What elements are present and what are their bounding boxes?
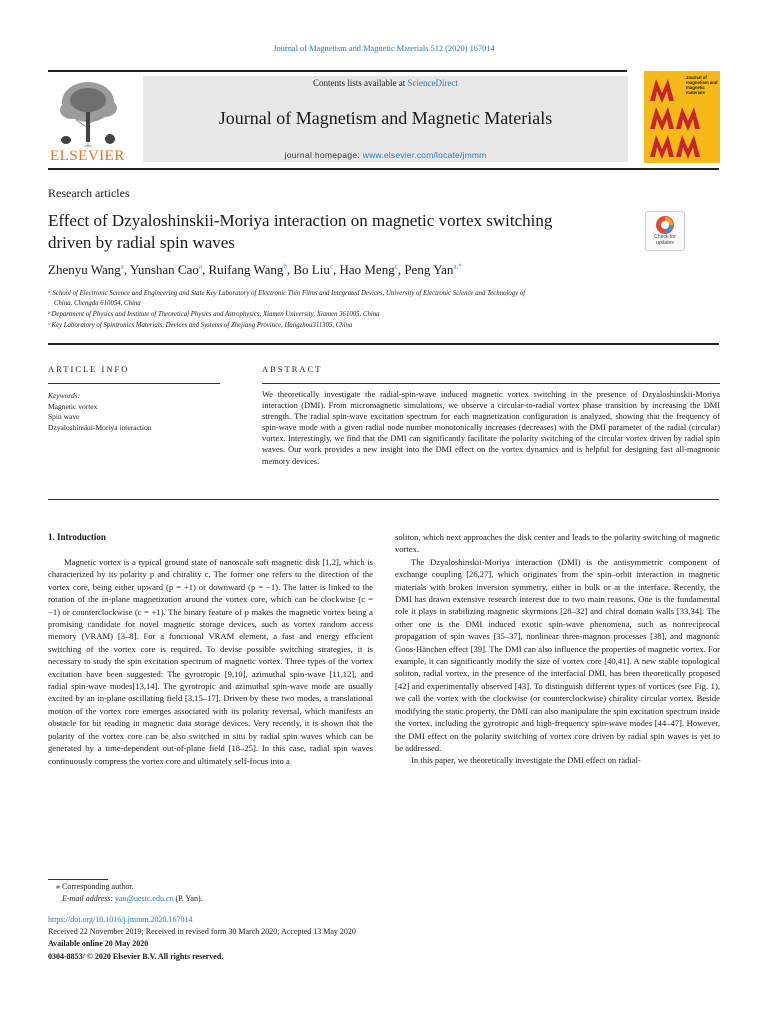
author-affiliation-marker[interactable]: b bbox=[283, 262, 287, 271]
footnote-rule bbox=[48, 879, 108, 880]
cover-title: Journal of magnetism and magnetic materials bbox=[686, 75, 718, 95]
affiliation-b: ᵇ Department of Physics and Institute of Theoretical Physics and Astrophysics, Xiamen University, Xiamen 361005, China bbox=[48, 311, 380, 318]
author[interactable]: Ruifang Wang bbox=[208, 262, 284, 277]
intro-paragraph: The Dzyaloshinskii-Moriya interaction (DMI) is the antisymmetric component of exchange coupling [26,27], which originates from the spin–orbit interaction in magnetic materials with broken inversion symmetry, either in bulk or at the interface. Recently, the DMI has drawn extensive research interest due to two main reasons. One is the fundamental role it plays in stabilizing magnetic skyrmions [28–32] and chiral domain walls [33,34]. The other one is the DMI induced exotic spin-wave phenomena, such as nonreciprocal propagation of spin waves [35–37], nonlinear three-magnon processes [38], and magnonic Goos-Hänchen effect [39]. The DMI can also influence the properties of magnetic vortex. For example, it can significantly modify the size of vortex core [40,41]. A new stable topological soliton, radial vortex, in the presence of the interfacial DMI, has been theoretically proposed [42] and experimentally observed [43]. To distinguish different types of vortices (see Fig. 1), we call the vortex with the clockwise (or counterclockwise) chirality circular vortex. Beside modifying the static property, the DMI can also manipulate the spin excitation spectrum inside the vortex, including the gyrotropic and high-frequency spin-wave modes [44–47]. However, the DMI effect on the polarity switching of vortex core driven by radial spin waves is yet to be addressed. bbox=[395, 556, 720, 753]
author-affiliation-marker[interactable]: a,* bbox=[453, 262, 462, 271]
affiliation-c: ᶜ Key Laboratory of Spintronics Materials, Devices and Systems of Zhejiang Province, Hangzhou311305, China bbox=[48, 322, 353, 329]
journal-title: Journal of Magnetism and Magnetic Materials bbox=[218, 108, 553, 128]
author[interactable]: Peng Yan bbox=[404, 262, 454, 277]
article-section: Research articles bbox=[48, 186, 130, 200]
abstract-text: We theoretically investigate the radial-spin-wave induced magnetic vortex switching in the presence of Dzyaloshinskii-Moriya interaction (DMI). From micromagnetic simulations, we observe a circular-to-radial vortex phase transition by increasing the DMI strength. The radial spin-wave excitation spectrum for each magnetization configuration is analyzed, showing that the frequency of spin-wave mode with a given radial node number monotonically increases (decreases) with the DMI parameter of the radial (circular) vortex. Interestingly, we find that the DMI can significantly facilitate the polarity switching of the circular vortex driven by radial spin waves. Our work provides a new insight into the DMI effect on the vortex dynamics and is helpful for designing fast all-magnonic memory devices. bbox=[262, 390, 720, 466]
intro-paragraph: Magnetic vortex is a typical ground state of nanoscale soft magnetic disk [1,2], which is characterized by its polarity p and chirality c. The former one refers to the direction of the vortex core, being either upward (p = +1) or downward (p = −1). The latter is linked to the rotation of the in-plane magnetization around the vortex core, which can be clockwise (c = −1) or counterclockwise (c = +1). The binary feature of p makes the magnetic vortex being a promising candidate for novel magnetic storage devices, such as vortex random access memory (VRAM) [3–8]. For a functional VRAM element, a fast and energy efficient switching of the vortex core is required. To devise possible switching strategies, it is necessary to study the spin excitation spectrum of magnetic vortex. Three types of the vortex excitation have been suggested: The gyrotropic [9,10], azimuthal spin-wave [11,12], and radial spin-wave modes[13,14]. The gyrotropic and azimuthal spin-wave mode are usually excited by an in-plane oscillating field [3,15–17]. Driven by these two modes, a translational motion of the vortex core emerges associated with its polarity reversal, which manifests an obstacle for bit reading in magnetic data storage devices. Very recently, it is shown that the polarity of the vortex core can be also switched in situ by radial spin waves which can be generated by a time-dependent out-of-plane field [18–25]. In this case, radial spin waves continuously compress the vortex core and ultimately self-focus into a bbox=[48, 557, 373, 766]
section-heading-introduction: 1. Introduction bbox=[48, 532, 106, 542]
abstract-heading: ABSTRACT bbox=[262, 364, 323, 374]
abstract-rule bbox=[262, 383, 720, 384]
left-column bbox=[48, 556, 373, 767]
right-column bbox=[395, 531, 720, 767]
author-affiliation-marker[interactable]: c bbox=[394, 262, 398, 271]
affiliation-a-cont: China, Chengdu 610054, China bbox=[54, 300, 141, 307]
crossmark-label: Check for updates bbox=[654, 234, 676, 246]
keywords-block bbox=[48, 391, 152, 433]
doi-link[interactable]: https://doi.org/10.1016/j.jmmm.2020.167014 bbox=[48, 915, 193, 924]
author-affiliation-marker[interactable]: a bbox=[198, 262, 202, 271]
check-for-updates-button[interactable] bbox=[645, 211, 685, 251]
sciencedirect-link[interactable]: ScienceDirect bbox=[407, 78, 458, 88]
available-online: Available online 20 May 2020 bbox=[48, 939, 149, 948]
journal-homepage: journal homepage: www.elsevier.com/locate/jmmm bbox=[284, 150, 487, 160]
keywords-label: Keywords: bbox=[48, 391, 81, 400]
elsevier-tree-logo bbox=[48, 76, 128, 148]
abstract-bottom-rule bbox=[48, 499, 719, 500]
article-info-rule bbox=[48, 383, 220, 384]
info-top-rule bbox=[48, 343, 719, 345]
author[interactable]: Yunshan Cao bbox=[129, 262, 199, 277]
top-rule bbox=[48, 70, 627, 72]
corresponding-author-note: ⁎ Corresponding author. bbox=[56, 882, 134, 891]
email-note: E-mail address: yan@uestc.edu.cn (P. Yan). bbox=[62, 894, 203, 903]
article-info-heading: ARTICLE INFO bbox=[48, 364, 130, 374]
author[interactable]: Zhenyu Wang bbox=[48, 262, 121, 277]
article-title: Effect of Dzyaloshinskii-Moriya interaction on magnetic vortex switching driven by radial spin waves bbox=[48, 211, 553, 252]
author[interactable]: Hao Meng bbox=[339, 262, 395, 277]
copyright: 0304-8853/ © 2020 Elsevier B.V. All rights reserved. bbox=[48, 952, 224, 961]
email-link[interactable]: yan@uestc.edu.cn bbox=[115, 894, 174, 903]
author[interactable]: Bo Liu bbox=[293, 262, 330, 277]
keyword[interactable]: Dzyaloshinskii-Moriya interaction bbox=[48, 422, 152, 432]
author-affiliation-marker[interactable]: a bbox=[120, 262, 124, 271]
intro-paragraph: In this paper, we theoretically investigate the DMI effect on radial- bbox=[411, 755, 641, 766]
received-dates: Received 22 November 2019; Received in revised form 30 March 2020; Accepted 13 May 2020 bbox=[48, 927, 356, 936]
affiliation-a: ᵃ School of Electronic Science and Engineering and State Key Laboratory of Electronic Thin Films and Integrated Devices, University of Electronic Science and Technology of bbox=[48, 290, 526, 297]
keyword[interactable]: Spin wave bbox=[48, 412, 80, 421]
homepage-link[interactable]: www.elsevier.com/locate/jmmm bbox=[362, 150, 487, 160]
journal-cover[interactable] bbox=[644, 71, 720, 163]
contents-availability: Contents lists available at ScienceDirect bbox=[313, 78, 458, 88]
header-bottom-rule bbox=[48, 168, 719, 170]
author-affiliation-marker[interactable]: c bbox=[329, 262, 333, 271]
keyword[interactable]: Magnetic vortex bbox=[48, 401, 98, 411]
author-list: Zhenyu Wang$^a$, Yunshan Cao$^a$, Ruifang Wang$^b$, Bo Liu$^c$, Hao Meng$^c$, Peng Yan$^{a,*}$ bbox=[48, 262, 462, 277]
crossmark-icon bbox=[653, 214, 677, 236]
intro-paragraph: soliton, which next approaches the disk center and leads to the polarity switching of magnetic vortex. bbox=[395, 532, 720, 555]
publisher-wordmark[interactable]: ELSEVIER bbox=[50, 148, 125, 164]
journal-reference[interactable]: Journal of Magnetism and Magnetic Materials 512 (2020) 167014 bbox=[273, 44, 495, 53]
